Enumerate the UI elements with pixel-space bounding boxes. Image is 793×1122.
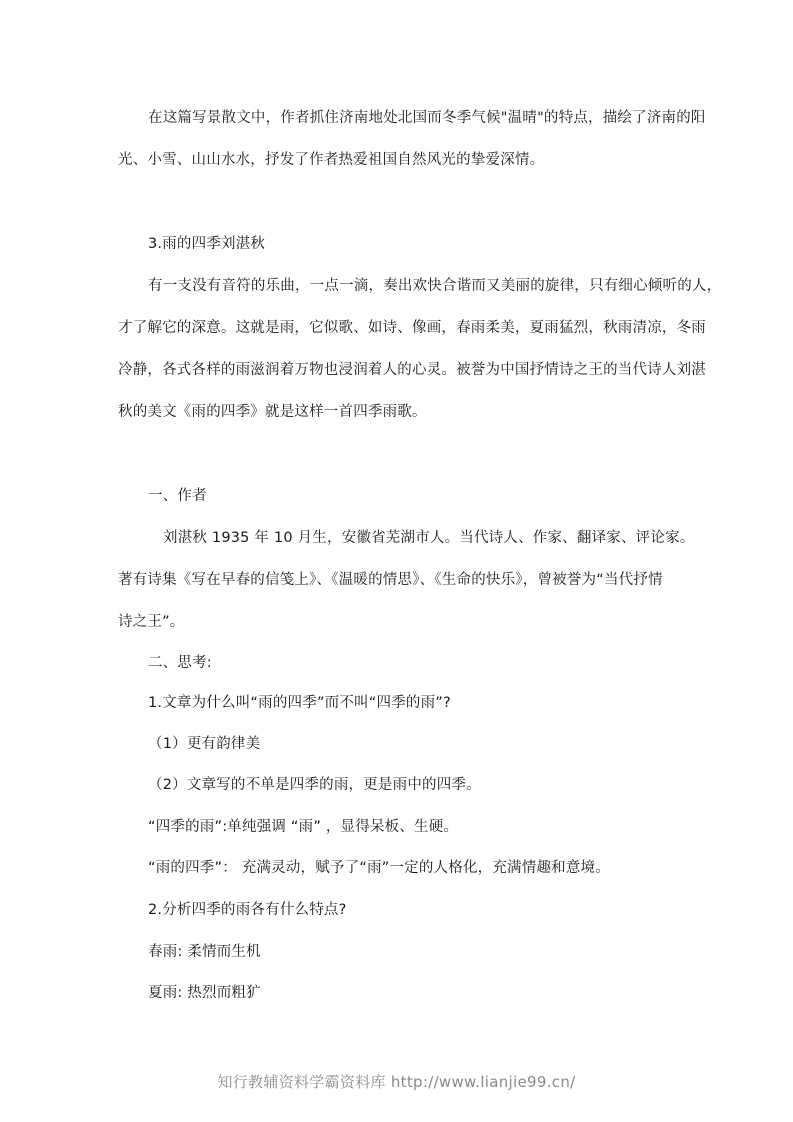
- intro-line-2: 光、小雪、山山水水，抒发了作者热爱祖国自然风光的挚爱深情。: [118, 152, 545, 168]
- question-1-answer-1: （1）更有韵律美: [148, 736, 261, 752]
- author-line-3: 诗之王”。: [118, 614, 185, 630]
- spring-rain: 春雨: 柔情而生机: [148, 944, 261, 960]
- section-3-line-3: 冷静，各式各样的雨滋润着万物也浸润着人的心灵。被誉为中国抒情诗之王的当代诗人刘湛: [118, 362, 706, 378]
- question-1-answer-3: “四季的雨”:单纯强调 “雨” ，显得呆板、生硬。: [148, 819, 459, 835]
- question-1-answer-2: （2）文章写的不单是四季的雨，更是雨中的四季。: [148, 777, 481, 793]
- section-3-title: 3.雨的四季刘湛秋: [148, 236, 266, 252]
- author-line-1: 刘湛秋 1935 年 10 月生，安徽省芜湖市人。当代诗人、作家、翻译家、评论家。: [163, 530, 695, 546]
- section-3-line-4: 秋的美文《雨的四季》就是这样一首四季雨歌。: [118, 404, 427, 420]
- section-3-line-2: 才了解它的深意。这就是雨，它似歌、如诗、像画，春雨柔美，夏雨猛烈，秋雨清凉，冬雨: [118, 320, 706, 336]
- think-heading: 二、思考:: [148, 655, 212, 671]
- question-2: 2.分析四季的雨各有什么特点?: [148, 902, 347, 918]
- author-heading: 一、作者: [148, 488, 207, 504]
- footer-watermark: 知行教辅资料学霸资料库 http://www.lianjie99.cn/: [217, 1073, 576, 1091]
- author-line-2: 著有诗集《写在早春的信笺上》、《温暖的情思》、《生命的快乐》，曾被誉为“当代抒情: [118, 572, 663, 588]
- section-3-line-1: 有一支没有音符的乐曲，一点一滴，奏出欢快合谐而又美丽的旋律，只有细心倾听的人，: [148, 278, 722, 294]
- intro-line-1: 在这篇写景散文中，作者抓住济南地处北国而冬季气候"温晴"的特点，描绘了济南的阳: [148, 110, 706, 126]
- summer-rain: 夏雨: 热烈而粗犷: [148, 985, 261, 1001]
- question-1-answer-4: “雨的四季”： 充满灵动，赋予了“雨”一定的人格化，充满情趣和意境。: [148, 860, 610, 876]
- question-1: 1.文章为什么叫“雨的四季”而不叫“四季的雨”?: [148, 695, 451, 711]
